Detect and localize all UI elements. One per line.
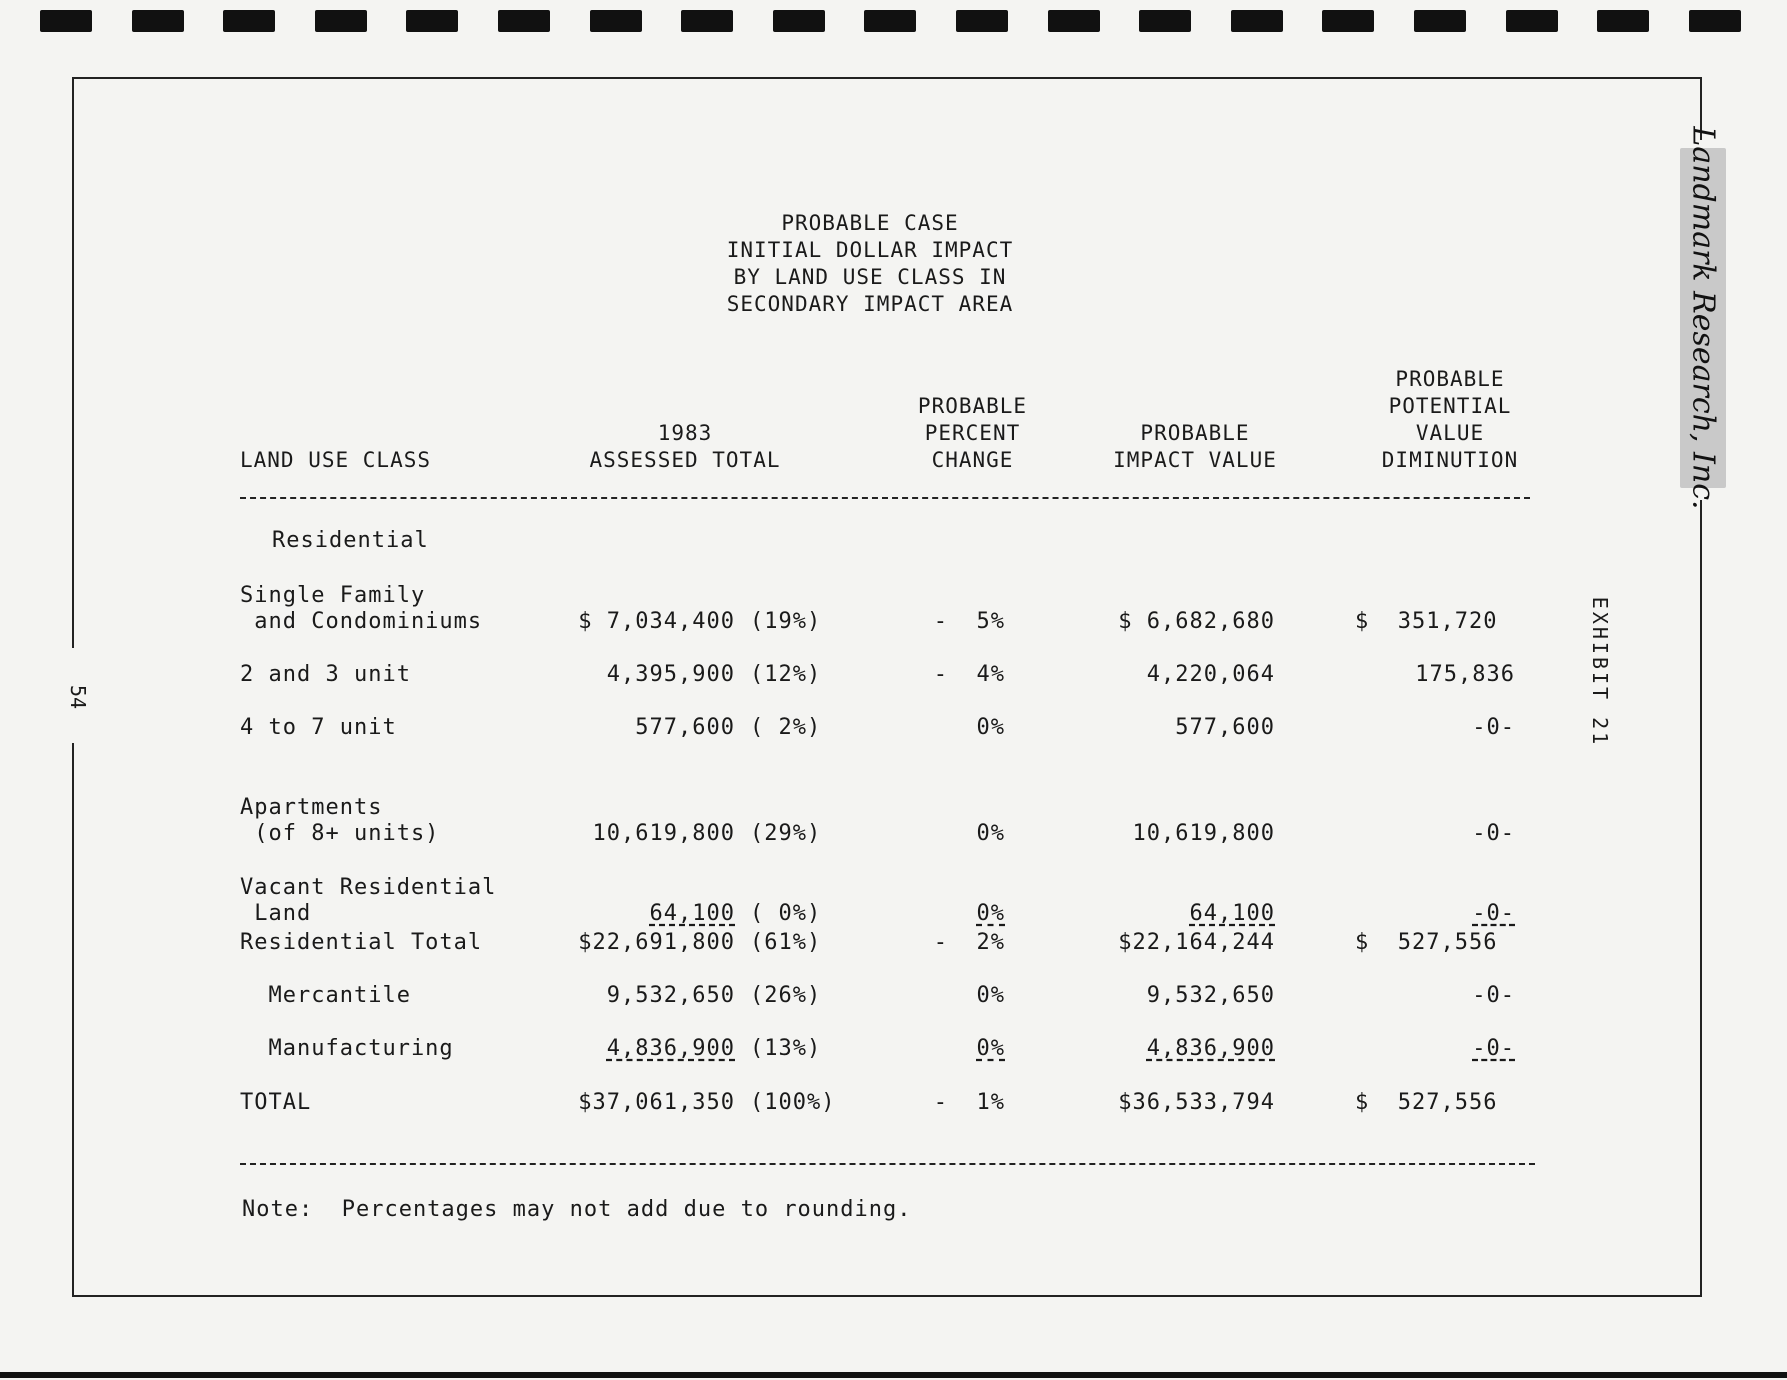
sprocket-hole: [681, 10, 733, 32]
land-use-class-cell: Residential Total: [240, 930, 483, 955]
assessed-share-cell: (26%): [750, 983, 822, 1008]
land-use-class-cell: Single Family and Condominiums: [240, 583, 483, 634]
footer-divider: [240, 1163, 1535, 1165]
sprocket-hole: [40, 10, 92, 32]
impact-value-cell: 4,220,064: [1146, 662, 1275, 687]
column-header-percent-change: PROBABLE PERCENT CHANGE: [917, 394, 1028, 472]
title-line: BY LAND USE CLASS IN: [733, 265, 1007, 289]
assessed-share-cell: (100%): [750, 1090, 836, 1115]
sprocket-hole: [773, 10, 825, 32]
percent-change-cell: 0%: [976, 901, 1005, 926]
sprocket-hole: [956, 10, 1008, 32]
sprocket-hole: [1231, 10, 1283, 32]
title-line: PROBABLE CASE: [781, 211, 959, 235]
assessed-total-cell: $22,691,800: [578, 930, 735, 955]
value-diminution-cell: -0-: [1472, 1036, 1515, 1061]
assessed-total-cell: 64,100: [649, 901, 735, 926]
land-use-class-cell: Manufacturing: [240, 1036, 454, 1061]
percent-change-cell: 0%: [976, 983, 1005, 1008]
sprocket-hole: [132, 10, 184, 32]
sprocket-hole: [498, 10, 550, 32]
page-number: 54: [66, 684, 90, 710]
assessed-share-cell: (29%): [750, 821, 822, 846]
value-diminution-cell: -0-: [1472, 821, 1515, 846]
percent-change-cell: - 1%: [933, 1090, 1005, 1115]
section-label: Residential: [272, 528, 429, 553]
exhibit-label: EXHIBIT 21: [1588, 596, 1612, 748]
company-logo: Landmark Research, Inc.: [1685, 126, 1721, 510]
sprocket-hole: [1322, 10, 1374, 32]
sprocket-hole: [406, 10, 458, 32]
assessed-total-cell: $37,061,350: [578, 1090, 735, 1115]
percent-change-cell: - 2%: [933, 930, 1005, 955]
impact-value-cell: 4,836,900: [1146, 1036, 1275, 1061]
impact-value-cell: 577,600: [1175, 715, 1275, 740]
sprocket-hole: [1139, 10, 1191, 32]
sprocket-hole: [1597, 10, 1649, 32]
impact-value-cell: 10,619,800: [1132, 821, 1275, 846]
sprocket-hole: [1506, 10, 1558, 32]
land-use-class-cell: Apartments (of 8+ units): [240, 795, 440, 846]
land-use-class-cell: Vacant Residential Land: [240, 875, 497, 926]
value-diminution-cell: $ 527,556: [1355, 930, 1498, 955]
sprocket-hole: [1048, 10, 1100, 32]
sprocket-holes: [40, 10, 1750, 34]
percent-change-cell: 0%: [976, 715, 1005, 740]
sprocket-hole: [590, 10, 642, 32]
land-use-class-cell: TOTAL: [240, 1090, 312, 1115]
assessed-total-cell: 577,600: [635, 715, 735, 740]
assessed-share-cell: (12%): [750, 662, 822, 687]
percent-change-cell: 0%: [976, 1036, 1005, 1061]
sprocket-hole: [315, 10, 367, 32]
assessed-share-cell: (19%): [750, 609, 822, 634]
footnote: Note: Percentages may not add due to rounding.: [242, 1197, 912, 1222]
assessed-share-cell: (61%): [750, 930, 822, 955]
column-header-assessed-total: 1983 ASSESSED TOTAL: [589, 421, 781, 472]
value-diminution-cell: -0-: [1472, 901, 1515, 926]
impact-value-cell: $36,533,794: [1118, 1090, 1275, 1115]
value-diminution-cell: -0-: [1472, 715, 1515, 740]
sprocket-hole: [223, 10, 275, 32]
value-diminution-cell: $ 527,556: [1355, 1090, 1498, 1115]
land-use-class-cell: Mercantile: [240, 983, 411, 1008]
title-line: INITIAL DOLLAR IMPACT: [726, 238, 1014, 262]
assessed-total-cell: 4,395,900: [606, 662, 735, 687]
impact-value-cell: 64,100: [1189, 901, 1275, 926]
assessed-share-cell: ( 2%): [750, 715, 822, 740]
assessed-share-cell: ( 0%): [750, 901, 822, 926]
column-header-value-diminution: PROBABLE POTENTIAL VALUE DIMINUTION: [1381, 367, 1519, 472]
percent-change-cell: - 4%: [933, 662, 1005, 687]
impact-value-cell: $22,164,244: [1118, 930, 1275, 955]
sprocket-hole: [1689, 10, 1741, 32]
header-divider: [240, 497, 1530, 499]
value-diminution-cell: $ 351,720: [1355, 609, 1498, 634]
percent-change-cell: - 5%: [933, 609, 1005, 634]
land-use-class-cell: 2 and 3 unit: [240, 662, 411, 687]
value-diminution-cell: 175,836: [1415, 662, 1515, 687]
percent-change-cell: 0%: [976, 821, 1005, 846]
bottom-rule: [0, 1372, 1787, 1378]
assessed-share-cell: (13%): [750, 1036, 822, 1061]
impact-value-cell: 9,532,650: [1146, 983, 1275, 1008]
sprocket-hole: [1414, 10, 1466, 32]
assessed-total-cell: 9,532,650: [606, 983, 735, 1008]
column-header-impact-value: PROBABLE IMPACT VALUE: [1113, 421, 1277, 472]
assessed-total-cell: 10,619,800: [592, 821, 735, 846]
sprocket-hole: [864, 10, 916, 32]
land-use-class-cell: 4 to 7 unit: [240, 715, 397, 740]
title-line: SECONDARY IMPACT AREA: [726, 292, 1014, 316]
column-header-land-use-class: LAND USE CLASS: [240, 448, 432, 472]
assessed-total-cell: $ 7,034,400: [578, 609, 735, 634]
value-diminution-cell: -0-: [1472, 983, 1515, 1008]
assessed-total-cell: 4,836,900: [606, 1036, 735, 1061]
document-title: [660, 210, 1080, 318]
impact-value-cell: $ 6,682,680: [1118, 609, 1275, 634]
